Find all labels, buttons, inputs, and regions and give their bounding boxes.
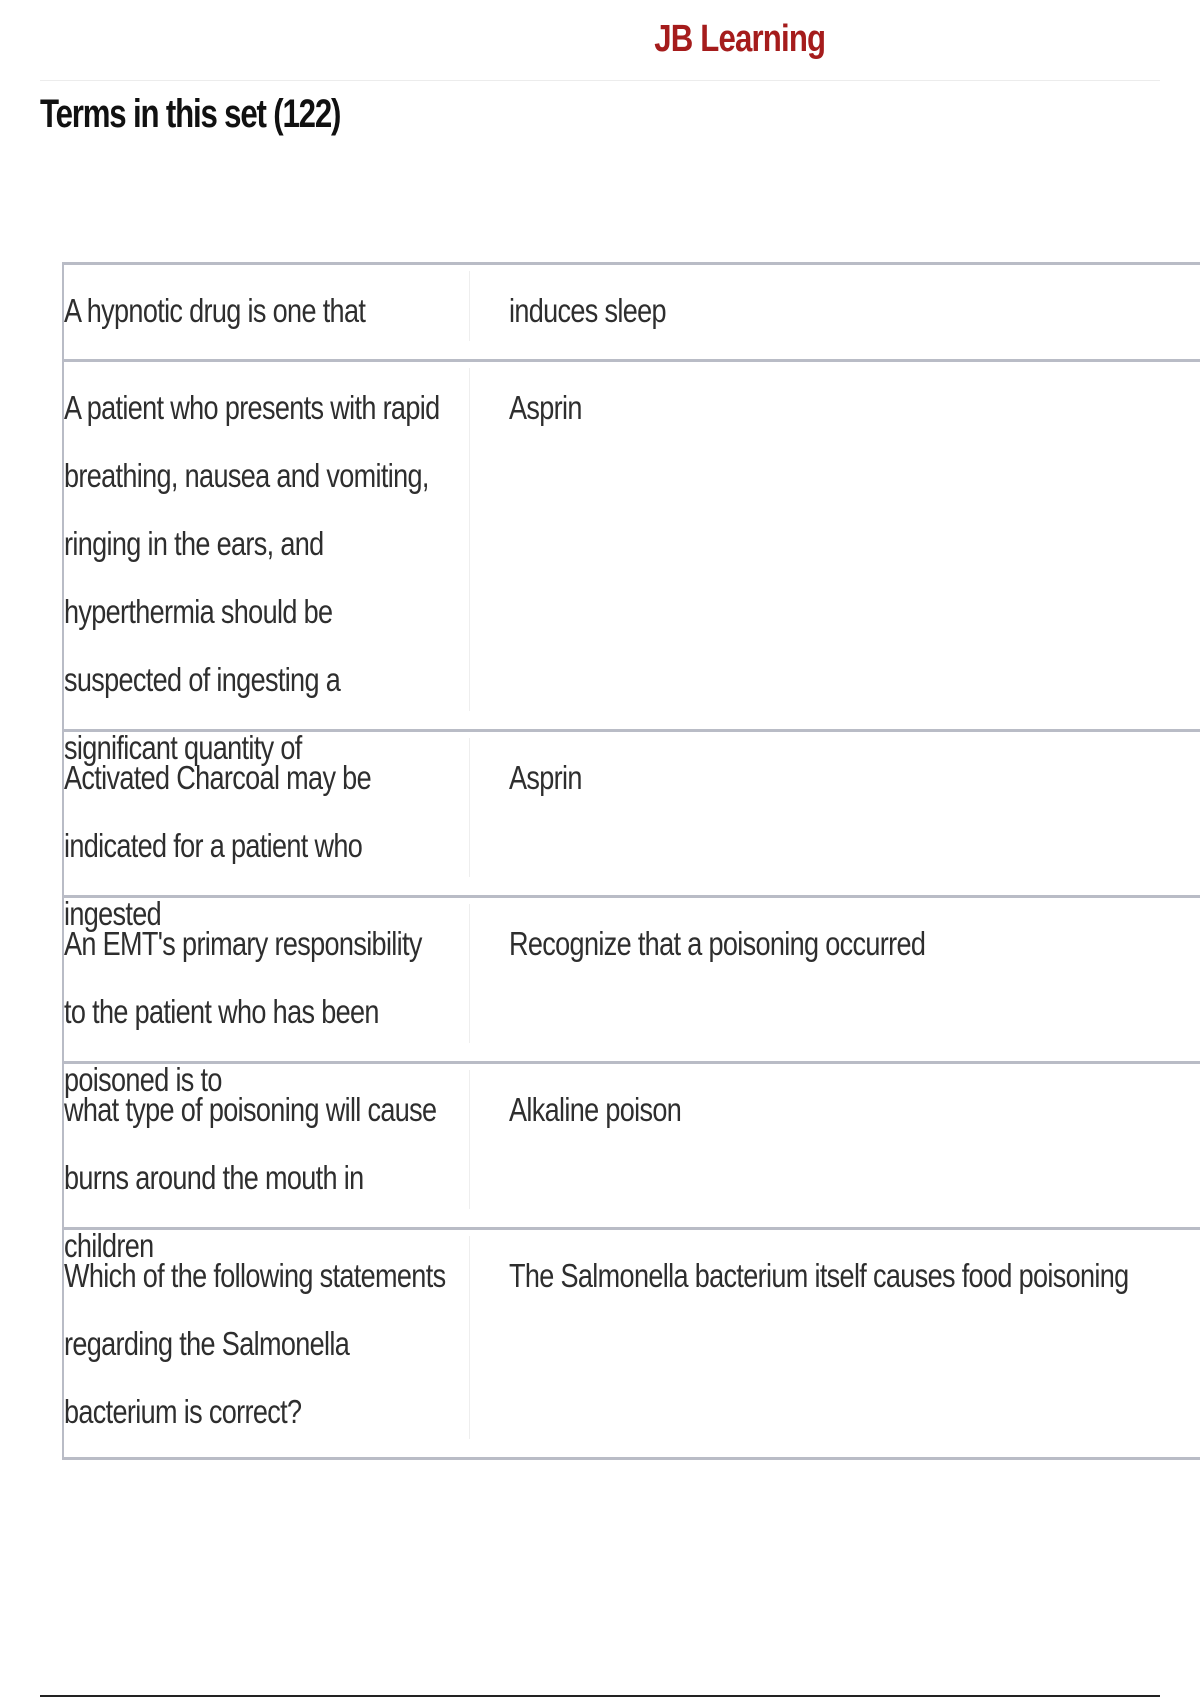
table-row xyxy=(64,359,1200,766)
page-title: Terms in this set (122) xyxy=(40,92,341,136)
term-text: An EMT's primary responsibility to the patient who has been poisoned is to xyxy=(64,925,422,1098)
definition-text: Asprin xyxy=(509,389,582,426)
definition-text: The Salmonella bacterium itself causes food poisoning xyxy=(509,1257,1129,1294)
cell-divider xyxy=(469,1236,470,1439)
cell-divider xyxy=(469,1070,470,1209)
table-row xyxy=(64,729,1200,932)
definition-text: Asprin xyxy=(509,759,582,796)
cell-divider xyxy=(469,271,470,341)
table-row xyxy=(64,1227,1200,1460)
cell-divider xyxy=(469,904,470,1043)
table-row xyxy=(64,1061,1200,1264)
cell-divider xyxy=(469,368,470,711)
table-row xyxy=(64,262,1200,359)
cell-divider xyxy=(469,738,470,877)
term-text: A patient who presents with rapid breathing, nausea and vomiting, ringing in the ears, and hyperthermia should be suspected of ingesting a significant quantity of xyxy=(64,389,440,766)
header-divider xyxy=(40,80,1160,81)
definition-text: Alkaline poison xyxy=(509,1091,682,1128)
definition-text: Recognize that a poisoning occurred xyxy=(509,925,926,962)
term-text: Which of the following statements regarding the Salmonella bacterium is correct? xyxy=(64,1257,446,1430)
definition-text: induces sleep xyxy=(509,292,666,329)
footer-divider xyxy=(40,1695,1160,1697)
term-text: what type of poisoning will cause burns around the mouth in children xyxy=(64,1091,437,1264)
table-row xyxy=(64,895,1200,1098)
term-text: Activated Charcoal may be indicated for a patient who ingested xyxy=(64,759,371,932)
terms-table xyxy=(62,262,1200,1460)
term-text: A hypnotic drug is one that xyxy=(64,292,366,329)
brand-name: JB Learning xyxy=(654,18,826,60)
